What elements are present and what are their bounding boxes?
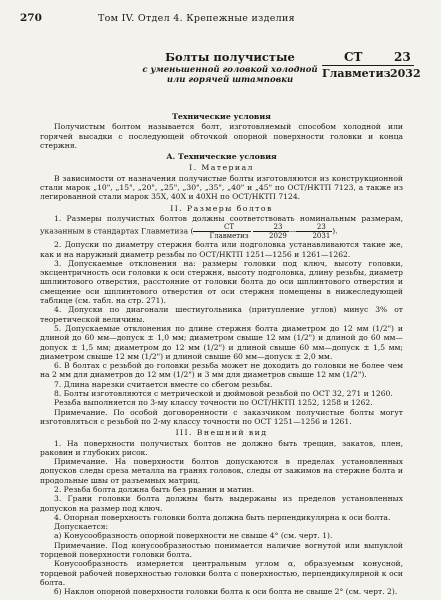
allowed-item-b: б) Наклон опорной поверхности головки болта к оси болта не свыше 2° (см. черт. 2). [54,587,398,597]
standard-code: СТ [344,50,363,64]
allowed-label: Допускается: [54,522,109,532]
paragraph-5: 5. Допускаемые отклонения по длине стержня болта диаметром до 12 мм (1/2") и длиной до 60 мм—допуск ± 1,0 мм; диаметром свыше 12 мм (1/2") и длиной до 60 мм—допуск ± 1,5 мм; диаметром до 12 мм (1/2") и длиной свыше 60 мм—допуск ± 1,5 мм; диаметром свыше 12 мм (1/2") и длиной свыше 60 мм—допуск ± 2,0 мм. [40,323,403,361]
document-title: Болты получистые [165,50,295,64]
paragraph-8: 8. Болты изготовляются с метрической и дюймовой резьбой по ОСТ 32, 271 и 1260. [54,389,393,399]
fraction-standard: $\frac{СТ}{\text{Главметиз}}$ [193,223,250,240]
document-body [40,110,403,597]
appearance-paragraph-3: 3. Грани головки болта должны быть выдержаны из пределов установленных допусков на размер под ключ. [40,494,403,513]
allowed-item-a: а) Конусообразность опорной поверхности не свыше 4° (см. черт. 1). [54,531,333,541]
standard-subnumber: 2032 [390,67,421,80]
heading-material: I. Материал [189,163,254,173]
standard-number: 23 [394,50,411,64]
appearance-paragraph-2: 2. Резьба болта должна быть без рванин и матин. [54,484,255,494]
intro-paragraph: Получистым болтом называется болт, изготовляемый способом холодной или горячей высадки с последующей обточкой опорной поверхности головки и конца стержня. [40,122,403,150]
paragraph-6: 6. В болтах с резьбой до головки резьба может не доходить до головки не более чем на 2 мм для диаметров до 12 мм (1/2") и 3 мм для диаметров свыше 12 мм (1/2"). [40,361,403,380]
standard-organization: Главметиз [322,67,391,80]
paragraph-1: 1. Размеры получистых болтов должны соответствовать номинальным размерам, указанным в стандартах Главметиза ( $\frac{СТ}{\text{Главметиз}}$ $\frac{23}{2029}$ — $\frac{23}{2031}$ ). [40,213,403,241]
fraction-range-end: $\frac{23}{2031}$ [296,223,332,240]
paragraph-3: 3. Допускаемые отклонения на: размеры головки под ключ, высоту головки, эксцентричность оси головки к оси стержня, высоту подголовка, длину резьбы, диаметр шплинтового отверстия, расстояние от головки болта до оси шплинтового отверстия и смещение оси шплинтового отверстия от оси стержня помещены в нижеследующей таблице (см. табл. на стр. 271). [40,258,403,306]
paragraph-7: 7. Длина нарезки считается вместе со сбегом резьбы. [54,379,273,389]
title-block [40,50,421,100]
running-title: Том IV. Отдел 4. Крепежные изделия [98,13,295,24]
page-number: 270 [20,12,42,24]
document-subtitle-line1: с уменьшенной головкой холодной [142,65,318,75]
paragraph-4: 4. Допуски по диагонали шестиугольника (притупление углов) минус 3% от теоретической величины. [40,305,403,324]
note-conicity: Примечание. Под конусообразностью понимается наличие вогнутой или выпуклой торцевой поверхности головки болта. [40,540,403,560]
note-surface: Примечание. На поверхности болтов допускаются в пределах установленных допусков следы среза металла на гранях головок, следы от зажимов на стержне болта и продольные швы от разъемных матриц. [40,457,403,485]
paragraph-2: 2. Допуски по диаметру стержня болта или подголовка устанавливаются такие же, как и на наружный диаметр резьбы по ОСТ/НКТП 1251—1256 и 1261—1262. [40,240,403,259]
heading-tech-conditions: Технические условия [172,112,271,121]
material-paragraph: В зависимости от назначения получистые болты изготовляются из конструкционной стали марок „10", „15", „20", „25", „30", „35", „40" и „45" по ОСТ/НКТП 7123, а также из легированной стали марок 35Х, 40Х и 40ХН по ОСТ/НКТП 7124. [40,173,403,202]
document-subtitle-line2: или горячей штамповки [166,75,294,85]
paragraph-thread-class: Резьба выполняется по 3-му классу точности по ОСТ/НКТП 1252, 1258 и 1262. [54,398,373,408]
note-thread-class: Примечание. По особой договоренности с заказчиком получистые болты могут изготовляться с резьбой по 2-му классу точности по ОСТ 1251—1256 и 1261. [40,407,403,426]
heading-appearance: III. Внешний вид [175,428,268,438]
appearance-paragraph-1: 1. На поверхности получистых болтов не должно быть трещин, закатов, плен, раковин и глубоких рисок. [40,438,403,457]
heading-bolt-dimensions: II. Размеры болтов [170,203,273,213]
conicity-paragraph: Конусообразность измеряется центральным углом α, образуемым конусной, торцевой рабочей поверхностью головки болта с поверхностью, перпендикулярной к оси болта. [40,559,403,587]
appearance-paragraph-4: 4. Опорная поверхность головки болта должна быть перпендикулярна к оси болта. [54,512,391,522]
page-header [20,12,403,26]
standard-divider [322,65,414,66]
fraction-range-start: $\frac{23}{2029}$ [253,223,289,240]
heading-section-a: А. Технические условия [166,152,277,162]
